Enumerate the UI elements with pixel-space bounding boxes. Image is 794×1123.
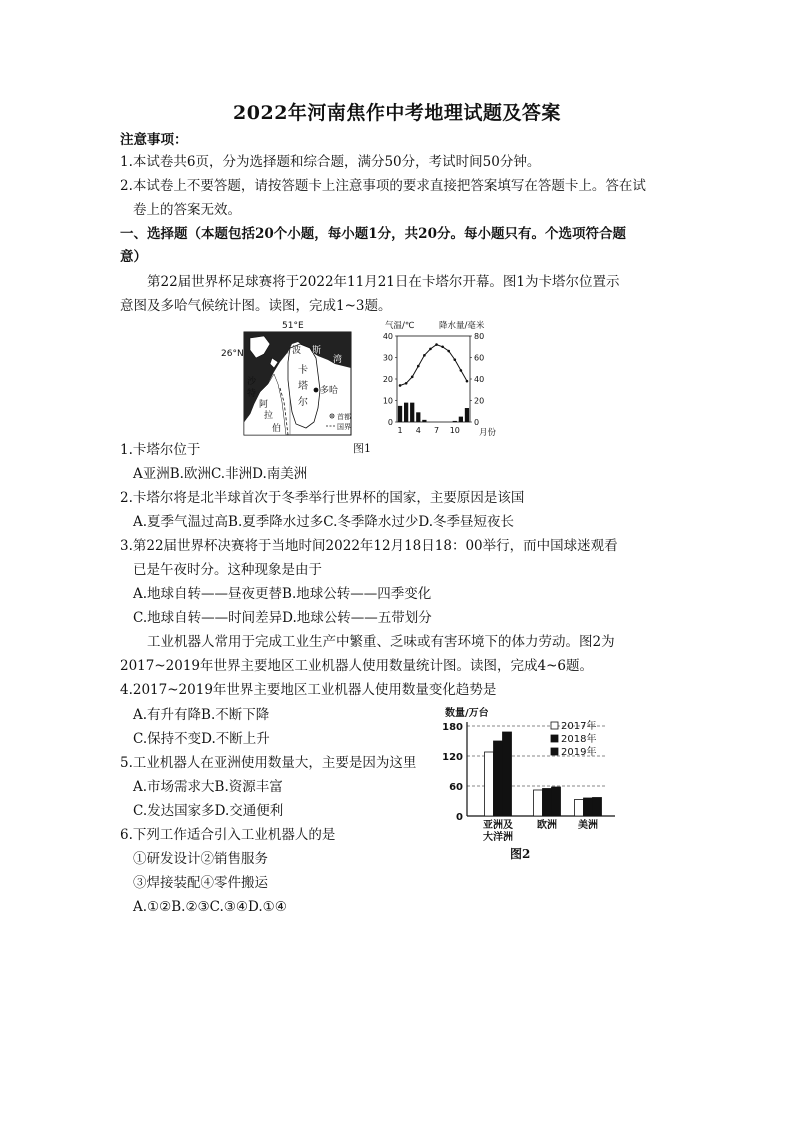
temperature-point [466, 380, 469, 383]
intro-1: 第22届世界杯足球赛将于2022年11月21日在卡塔尔开幕。图1为卡塔尔位置示 [147, 274, 620, 290]
notice-heading: 注意事项： [120, 132, 188, 148]
climate-xlabel: 月份 [479, 428, 497, 438]
robot-legend-label: 2019年 [561, 747, 597, 758]
robot-bar [503, 732, 512, 816]
robot-bar [494, 741, 503, 816]
question-3-options-2: C.地球自转——时间差异D.地球公转——五带划分 [133, 610, 432, 626]
climate-ylabel-right: 降水量/毫米 [439, 321, 485, 331]
robot-y-tick-label: 180 [442, 722, 463, 733]
map-label-doha: 多哈 [320, 386, 339, 396]
figure1-map [220, 318, 370, 440]
temperature-point [411, 376, 414, 379]
precip-bar [459, 417, 463, 422]
figure2-robot-chart [435, 704, 620, 864]
precip-bar [453, 421, 457, 422]
temperature-point [429, 348, 432, 351]
climate-left-tick-label: 30 [382, 353, 393, 363]
legend-border-label: 国界 [337, 423, 351, 431]
precip-bar [416, 412, 420, 422]
climate-left-tick-label: 40 [382, 332, 393, 341]
robot-bar [575, 800, 584, 817]
section-heading: 一、选择题（本题包括20个小题，每小题1分，共20分。每小题只有。个选项符合题 [120, 226, 626, 242]
robot-ylabel: 数量/万台 [445, 708, 489, 719]
question-4-options-2: C.保持不变D.不断上升 [133, 731, 270, 747]
map-label-qatar-1: 卡 [298, 365, 308, 376]
question-6: 6.下列工作适合引入工业机器人的是 [120, 827, 336, 843]
robot-legend-label: 2017年 [561, 721, 597, 732]
map-label-saudi-5: 伯 [272, 424, 282, 434]
map-label-saudi-1: 沙 [247, 377, 257, 387]
temperature-line [400, 345, 467, 386]
map-lat-label: 26°N [221, 349, 244, 359]
robot-legend-swatch [551, 722, 558, 729]
precip-bar [465, 408, 469, 422]
section-heading-cont: 意） [120, 249, 147, 265]
precip-bar [404, 403, 408, 422]
legend-capital-label: 首都 [337, 413, 351, 421]
temperature-point [441, 345, 444, 348]
robot-y-tick-label: 60 [449, 782, 463, 793]
robot-y-tick-label: 0 [456, 812, 463, 823]
climate-left-tick-label: 10 [382, 396, 393, 406]
climate-right-tick-label: 60 [474, 353, 485, 363]
map-label-qatar-3: 尔 [298, 397, 308, 408]
precip-bar [398, 406, 402, 422]
question-4-options-1: A.有升有降B.不断下降 [133, 707, 270, 723]
map-label-saudi-2: 特 [247, 389, 257, 399]
precip-bar [410, 403, 414, 422]
question-1-options: A亚洲B.欧洲C.非洲D.南美洲 [133, 466, 308, 482]
temperature-point [423, 354, 426, 357]
notice-1: 1.本试卷共6页，分为选择题和综合题，满分50分，考试时间50分钟。 [120, 154, 541, 170]
climate-x-tick-label: 10 [449, 426, 460, 435]
robot-bar [584, 798, 593, 816]
intro-1-cont: 意图及多哈气候统计图。读图，完成1~3题。 [120, 298, 392, 314]
question-6-options-1: ①研发设计②销售服务 [133, 851, 268, 867]
precip-bar [422, 420, 426, 422]
robot-bar [543, 789, 552, 817]
climate-left-tick-label: 0 [387, 418, 393, 427]
map-label-wan: 湾 [333, 355, 343, 365]
robot-category-label: 美洲 [578, 820, 598, 831]
question-3-cont: 已是午夜时分。这种现象是由于 [133, 562, 322, 578]
question-3-options-1: A.地球自转——昼夜更替B.地球公转——四季变化 [133, 586, 432, 602]
map-label-si: 斯 [312, 346, 322, 356]
temperature-point [405, 382, 408, 385]
page-title: 2022年河南焦作中考地理试题及答案 [233, 102, 561, 124]
question-3: 3.第22届世界杯决赛将于当地时间2022年12月18日18：00举行，而中国球迷观看 [120, 538, 618, 554]
climate-right-tick-label: 80 [474, 332, 485, 341]
figure2-caption: 图2 [510, 847, 531, 861]
robot-legend-swatch [551, 748, 558, 755]
climate-right-tick-label: 40 [474, 375, 485, 384]
map-label-qatar-2: 塔 [298, 381, 308, 392]
map-label-saudi-3: 阿 [259, 400, 269, 410]
temperature-point [460, 369, 463, 372]
robot-bar [593, 798, 602, 817]
temperature-point [399, 384, 402, 387]
figure1-caption: 图1 [353, 442, 371, 455]
robot-legend-swatch [551, 735, 558, 742]
question-6-options: A.①②B.②③C.③④D.①④ [133, 899, 287, 915]
question-4: 4.2017~2019年世界主要地区工业机器人使用数量变化趋势是 [120, 682, 497, 698]
climate-ylabel-left: 气温/℃ [385, 321, 415, 331]
question-5-options-1: A.市场需求大B.资源丰富 [133, 779, 283, 795]
question-6-options-2: ③焊接装配④零件搬运 [133, 875, 268, 891]
climate-x-tick-label: 4 [415, 426, 421, 435]
robot-bar [534, 790, 543, 816]
robot-y-tick-label: 120 [442, 752, 463, 763]
temperature-point [447, 350, 450, 353]
climate-x-tick-label: 7 [433, 426, 440, 435]
climate-right-tick-label: 0 [474, 418, 480, 427]
robot-category-label: 亚洲及 [483, 820, 513, 831]
intro-2-cont: 2017~2019年世界主要地区工业机器人使用数量统计图。读图，完成4~6题。 [120, 658, 594, 674]
question-1: 1.卡塔尔位于 [120, 442, 201, 458]
question-5-options-2: C.发达国家多D.交通便利 [133, 803, 284, 819]
question-5: 5.工业机器人在亚洲使用数量大，主要是因为这里 [120, 755, 417, 771]
map-label-bo: 波 [292, 346, 302, 356]
temperature-point [435, 343, 438, 346]
notice-2-cont: 卷上的答案无效。 [133, 202, 241, 218]
figure1-climate-chart [375, 318, 500, 443]
temperature-point [417, 365, 420, 368]
robot-bar [552, 787, 561, 816]
question-2: 2.卡塔尔将是北半球首次于冬季举行世界杯的国家，主要原因是该国 [120, 490, 525, 506]
temperature-point [453, 358, 456, 361]
climate-right-tick-label: 20 [474, 396, 485, 406]
doha-capital-icon [314, 388, 319, 393]
robot-category-label: 欧洲 [537, 820, 557, 831]
robot-legend-label: 2018年 [561, 734, 597, 745]
robot-category-label: 大洋洲 [483, 832, 513, 843]
climate-left-tick-label: 20 [382, 375, 393, 384]
question-2-options: A.夏季气温过高B.夏季降水过多C.冬季降水过少D.冬季昼短夜长 [133, 514, 515, 530]
map-label-saudi-4: 拉 [264, 411, 274, 421]
notice-2: 2.本试卷上不要答题，请按答题卡上注意事项的要求直接把答案填写在答题卡上。答在试 [120, 178, 646, 194]
map-lon-label: 51°E [282, 321, 304, 331]
robot-bar [485, 752, 494, 816]
climate-x-tick-label: 1 [397, 426, 403, 435]
intro-2: 工业机器人常用于完成工业生产中繁重、乏味或有害环境下的体力劳动。图2为 [147, 634, 615, 650]
